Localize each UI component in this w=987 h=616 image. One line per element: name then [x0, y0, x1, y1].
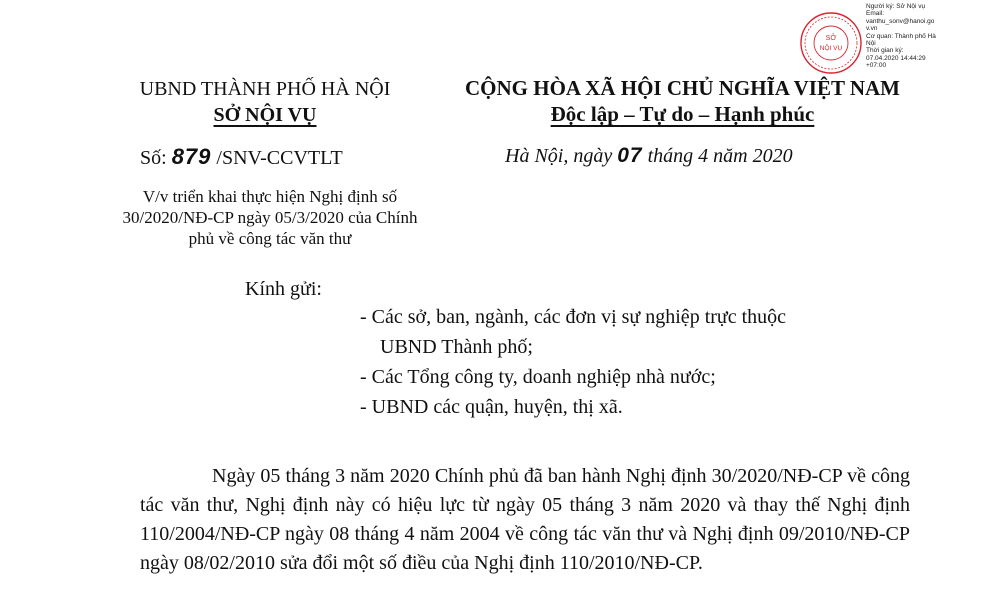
recipient-item: UBND Thành phố;: [380, 336, 533, 358]
document-number: [140, 144, 343, 170]
sig-line: Nội: [866, 40, 876, 48]
sig-line: 07.04.2020 14:44:29: [866, 54, 926, 62]
sig-line: Người ký: Sở Nội vụ: [866, 3, 926, 10]
stamp-top-text: SỞ: [825, 35, 837, 42]
department-wrap: [100, 104, 430, 127]
national-title: CỘNG HÒA XÃ HỘI CHỦ NGHĨA VIỆT NAM: [464, 76, 901, 100]
sig-line: Thời gian ký:: [866, 47, 904, 55]
body-paragraph: Ngày 05 tháng 3 năm 2020 Chính phủ đã ban hành Nghị định 30/2020/NĐ-CP về công tác văn thư, Nghị định này có hiệu lực từ ngày 05 tháng 3 năm 2020 và thay thế Nghị định 110/2004/NĐ-CP ngày 08 tháng 4 năm 2004 về công tác văn thư và Nghị định 09/2010/NĐ-CP ngày 08/02/2010 sửa đổi một số điều của Nghị định 110/2010/NĐ-CP.: [140, 465, 910, 574]
number-suffix: /SNV-CCVTLT: [216, 147, 343, 169]
sig-line: Email:: [866, 10, 885, 18]
sig-line: vanthu_sonv@hanoi.go: [866, 17, 935, 25]
national-motto: Độc lập – Tự do – Hạnh phúc: [550, 102, 815, 126]
sig-line: v.vn: [866, 25, 878, 33]
digital-signature-seal: [798, 10, 864, 76]
issue-date: [505, 144, 793, 168]
motto-wrap: [455, 102, 910, 127]
department-name: SỞ NỘI VỤ: [213, 104, 317, 126]
sig-line: +07:00: [866, 62, 887, 70]
number-prefix: Số:: [140, 147, 167, 169]
issuing-authority: UBND THÀNH PHỐ HÀ NỘI: [139, 78, 391, 100]
recipient-item: - Các Tổng công ty, doanh nghiệp nhà nước;: [360, 366, 716, 388]
date-prefix: Hà Nội, ngày: [505, 145, 613, 167]
date-day-handwritten: 07: [617, 144, 643, 167]
stamp-bottom-text: NỘI VỤ: [819, 45, 843, 52]
recipient-item: - UBND các quận, huyện, thị xã.: [360, 396, 623, 418]
subject-line: V/v triển khai thực hiện Nghị định số 30/2020/NĐ-CP ngày 05/3/2020 của Chính phủ về công tác văn thư: [122, 187, 418, 248]
date-suffix: tháng 4 năm 2020: [647, 145, 793, 167]
body-text: [140, 462, 910, 578]
recipient-list: [360, 302, 786, 422]
number-handwritten: 879: [171, 144, 212, 169]
sig-line: Cơ quan: Thành phố Hà: [866, 32, 936, 40]
signature-metadata: [866, 3, 936, 70]
recipient-item: - Các sở, ban, ngành, các đơn vị sự nghiệp trực thuộc: [360, 306, 787, 328]
salutation: Kính gửi:: [245, 278, 322, 300]
